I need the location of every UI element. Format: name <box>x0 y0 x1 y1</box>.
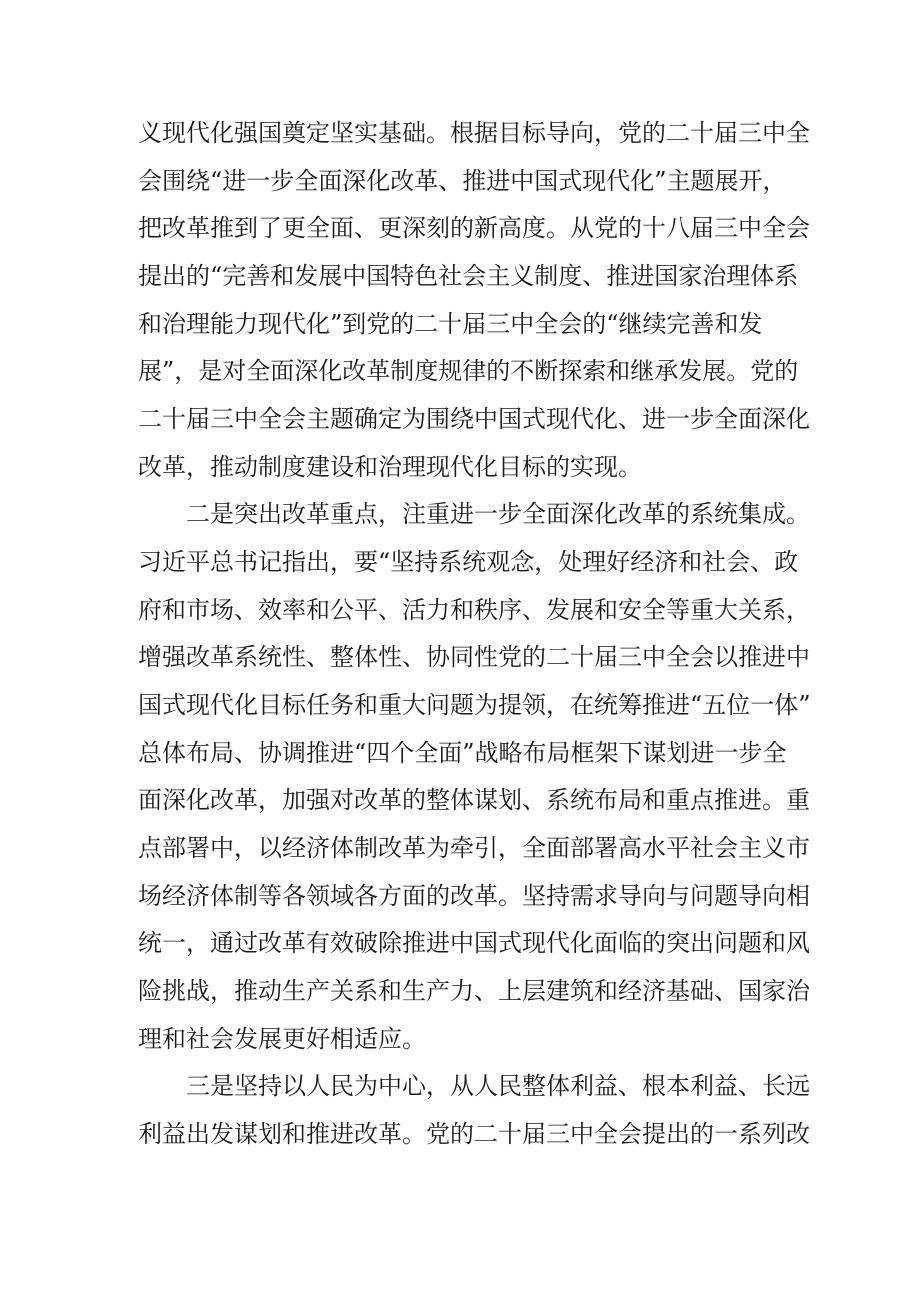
text-line: 点部署中，以经济体制改革为牵引，全面部署高水平社会主义市 <box>138 834 810 862</box>
text-line: 提出的“完善和发展中国特色社会主义制度、推进国家治理体系 <box>138 262 799 290</box>
text-line: 总体布局、协调推进“四个全面”战略布局框架下谋划进一步全 <box>138 739 787 767</box>
text-line: 改革，推动制度建设和治理现代化目标的实现。 <box>138 453 642 481</box>
text-line: 展”，是对全面深化改革制度规律的不断探索和继承发展。党的 <box>138 357 799 385</box>
text-line: 习近平总书记指出，要“坚持系统观念，处理好经济和社会、政 <box>138 548 799 576</box>
text-line: 会围绕“进一步全面深化改革、推进中国式现代化”主题展开， <box>138 167 787 195</box>
text-line: 理和社会发展更好相适应。 <box>138 1025 426 1053</box>
text-line: 义现代化强国奠定坚实基础。根据目标导向，党的二十届三中全 <box>138 119 810 147</box>
text-line: 险挑战，推动生产关系和生产力、上层建筑和经济基础、国家治 <box>138 977 810 1005</box>
text-line: 利益出发谋划和推进改革。党的二十届三中全会提出的一系列改 <box>138 1120 810 1148</box>
text-line: 面深化改革，加强对改革的整体谋划、系统布局和重点推进。重 <box>138 786 810 814</box>
text-line: 二十届三中全会主题确定为围绕中国式现代化、进一步全面深化 <box>138 405 810 433</box>
text-line: 场经济体制等各领域各方面的改革。坚持需求导向与问题导向相 <box>138 882 810 910</box>
paragraph-heading-line: 二是突出改革重点，注重进一步全面深化改革的系统集成。 <box>186 500 810 528</box>
paragraph-heading-line: 三是坚持以人民为中心，从人民整体利益、根本利益、长远 <box>186 1072 810 1100</box>
text-line: 把改革推到了更全面、更深刻的新高度。从党的十八届三中全会 <box>138 214 810 242</box>
text-line: 和治理能力现代化”到党的二十届三中全会的“继续完善和发 <box>138 310 763 338</box>
text-line: 增强改革系统性、整体性、协同性党的二十届三中全会以推进中 <box>138 643 810 671</box>
text-line: 统一，通过改革有效破除推进中国式现代化面临的突出问题和风 <box>138 929 810 957</box>
text-line: 国式现代化目标任务和重大问题为提领，在统筹推进“五位一体” <box>138 691 811 719</box>
text-line: 府和市场、效率和公平、活力和秩序、发展和安全等重大关系， <box>138 596 810 624</box>
